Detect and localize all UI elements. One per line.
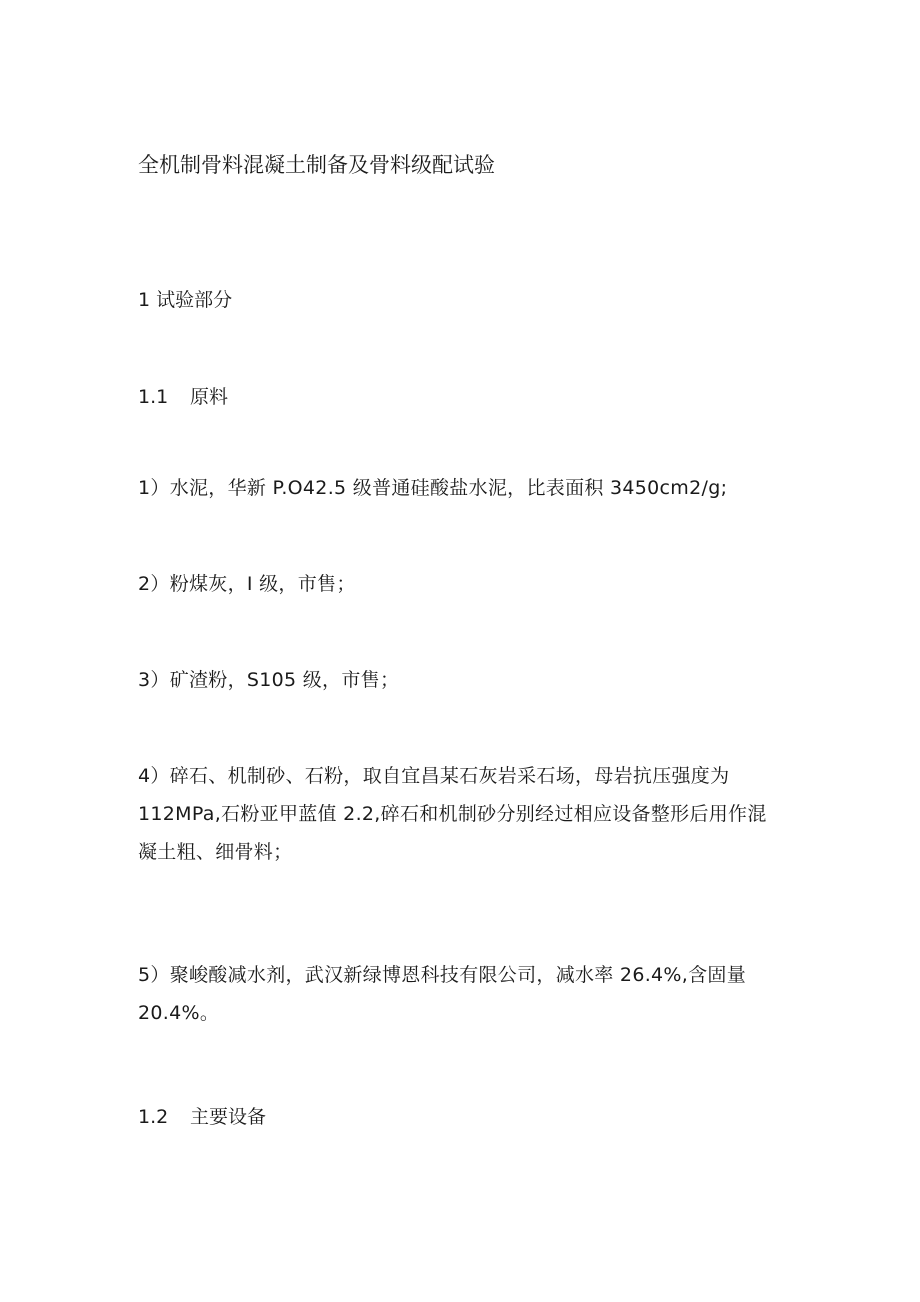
section-label: 原料 (190, 386, 229, 408)
section-number: 1.2 (138, 1106, 169, 1128)
section-label: 主要设备 (190, 1106, 267, 1128)
material-item-slag-powder: 3）矿渣粉，S105 级，市售； (138, 669, 400, 691)
material-item-cement: 1）水泥，华新 P.O42.5 级普通硅酸盐水泥，比表面积 3450cm2/g; (138, 477, 728, 499)
section-heading-1: 1 试验部分 (138, 289, 233, 311)
section-number: 1.1 (138, 386, 169, 408)
material-item-aggregates: 4）碎石、机制砂、石粉，取自宜昌某石灰岩采石场，母岩抗压强度为 112MPa,石粉亚甲蓝值 2.2,碎石和机制砂分别经过相应设备整形后用作混凝土粗、细骨料； (138, 765, 767, 863)
document-title: 全机制骨料混凝土制备及骨料级配试验 (138, 153, 495, 177)
section-heading-1-1 (138, 382, 228, 412)
material-item-superplasticizer: 5）聚峻酸减水剂，武汉新绿博恩科技有限公司，减水率 26.4%,含固量 20.4%。 (138, 964, 747, 1024)
section-heading-1-2 (138, 1102, 266, 1132)
material-item-fly-ash: 2）粉煤灰，I 级，市售； (138, 573, 356, 595)
